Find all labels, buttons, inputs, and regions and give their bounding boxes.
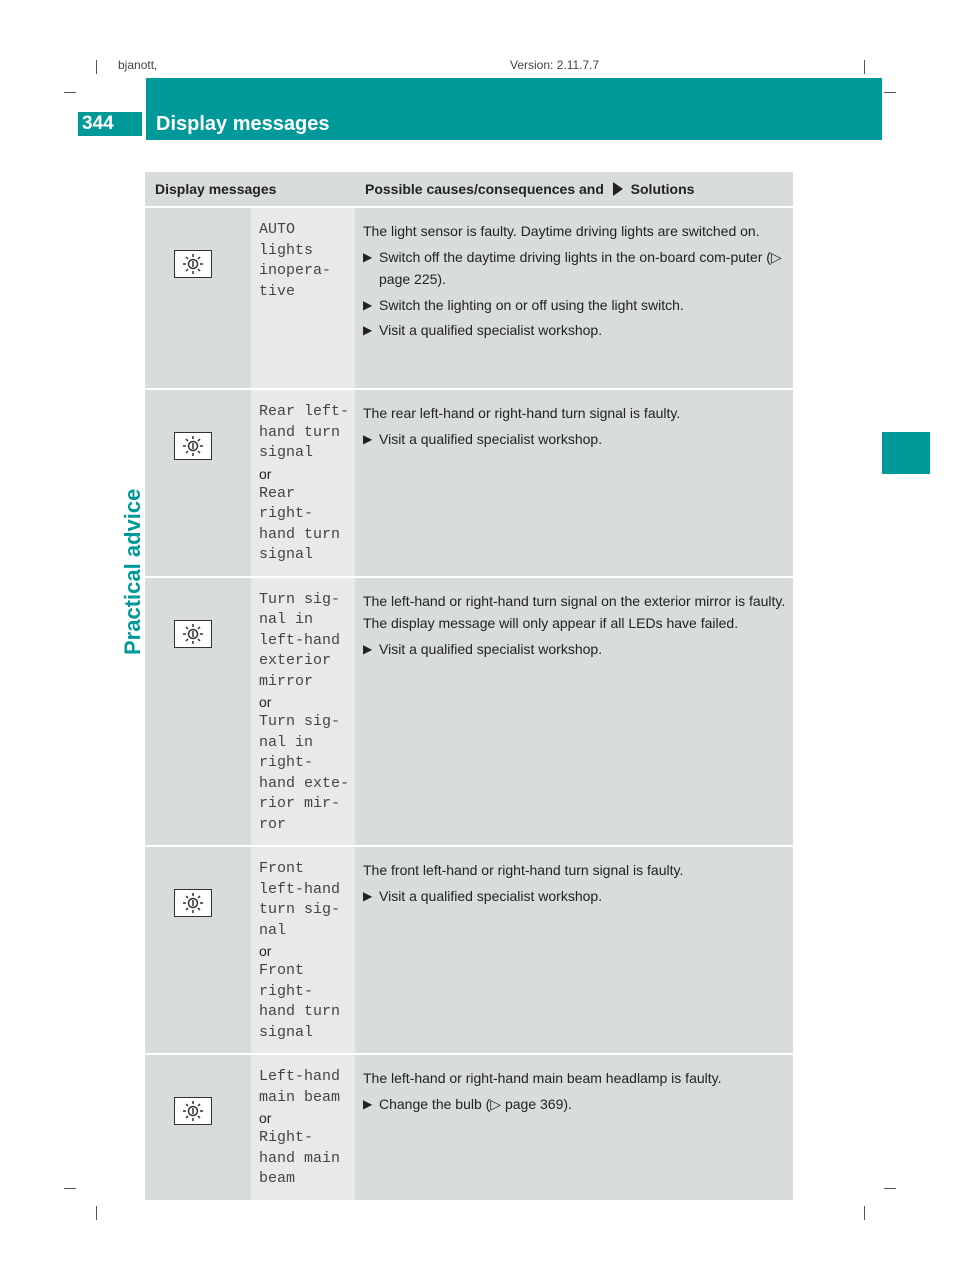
page-header <box>78 78 882 140</box>
arrow-right-icon: ▶ <box>363 297 373 312</box>
arrow-right-icon: ▶ <box>363 249 373 264</box>
column-header-solutions-text: Solutions <box>630 181 695 197</box>
display-message-text: Turn sig- nal in left-hand exterior mirror <box>259 590 341 690</box>
crop-mark <box>884 1188 896 1189</box>
message-cell <box>251 388 355 576</box>
crop-mark <box>884 92 896 93</box>
bulb-warning-icon <box>174 1097 212 1125</box>
solution-cell <box>355 576 793 846</box>
table-row <box>145 576 793 846</box>
table-header-row <box>145 172 793 206</box>
side-tab-marker <box>882 432 930 474</box>
solution-step-text: Visit a qualified specialist workshop. <box>379 640 603 657</box>
table-row <box>145 845 793 1053</box>
display-messages-table <box>145 172 793 1200</box>
or-text: or <box>259 1110 272 1126</box>
icon-cell <box>145 576 251 846</box>
solution-step <box>363 428 787 451</box>
arrow-right-icon: ▶ <box>363 323 373 337</box>
solution-step-text: Visit a qualified specialist workshop. <box>379 887 603 904</box>
bulb-warning-icon <box>174 889 212 917</box>
print-meta-left: bjanott, <box>118 58 158 72</box>
solution-step <box>363 294 787 317</box>
display-message-text: AUTO lights inopera- tive <box>259 221 332 300</box>
steps-list <box>363 885 787 908</box>
crop-mark <box>64 1188 76 1189</box>
solution-cell <box>355 845 793 1053</box>
solution-step-text: Switch the lighting on or off using the light switch. <box>379 296 684 313</box>
arrow-right-icon: ▶ <box>363 641 373 656</box>
cause-description: The left-hand or right-hand turn signal on the exterior mirror is faulty. The display message will only appear if all LEDs have failed. <box>363 592 786 631</box>
solution-step <box>363 1093 787 1116</box>
column-header-display-messages: Display messages <box>145 172 355 206</box>
arrow-right-icon <box>613 182 623 196</box>
icon-cell <box>145 1053 251 1200</box>
or-text: or <box>259 465 272 482</box>
crop-mark <box>864 1206 865 1220</box>
steps-list <box>363 638 787 661</box>
table-row <box>145 388 793 576</box>
solution-step <box>363 246 787 291</box>
solution-cell <box>355 206 793 388</box>
solution-step-text: Visit a qualified specialist workshop. <box>379 430 603 447</box>
message-cell <box>251 206 355 388</box>
cause-description: The light sensor is faulty. Daytime driving lights are switched on. <box>363 223 760 239</box>
display-message-alt-text: Rear right- hand turn signal <box>259 484 341 563</box>
display-message-text: Left-hand main beam <box>259 1068 341 1106</box>
solution-step <box>363 885 787 908</box>
solution-step <box>363 638 787 661</box>
display-message-alt-text: Front right- hand turn signal <box>259 962 341 1041</box>
display-message-text: Front left-hand turn sig- nal <box>259 860 341 939</box>
arrow-right-icon: ▶ <box>363 431 373 446</box>
solution-cell <box>355 1053 793 1200</box>
icon-cell <box>145 388 251 576</box>
section-label-text: Practical advice <box>120 488 145 655</box>
arrow-right-icon: ▶ <box>363 888 373 903</box>
cause-description: The rear left-hand or right-hand turn signal is faulty. <box>363 405 681 421</box>
table-row <box>145 206 793 388</box>
bulb-warning-icon <box>174 620 212 648</box>
page-title: Display messages <box>156 113 330 135</box>
or-text: or <box>259 943 272 959</box>
message-cell <box>251 1053 355 1200</box>
or-text: or <box>259 694 272 710</box>
steps-list <box>363 428 787 451</box>
bulb-warning-icon <box>174 250 212 278</box>
table-row <box>145 1053 793 1200</box>
display-message-text: Rear left- hand turn signal <box>259 403 350 461</box>
cause-description: The front left-hand or right-hand turn signal is faulty. <box>363 862 684 878</box>
print-meta-right: Version: 2.11.7.7 <box>510 58 600 72</box>
solution-step <box>363 319 787 342</box>
display-message-alt-text: Right- hand main beam <box>259 1129 341 1187</box>
display-message-alt-text: Turn sig- nal in right- hand exte- rior mir- ror <box>259 713 350 833</box>
message-cell <box>251 845 355 1053</box>
solution-step-text: Visit a qualified specialist workshop. <box>379 322 603 338</box>
solution-step-text: Switch off the daytime driving lights in the on-board com-puter (▷ page 225). <box>379 248 782 287</box>
steps-list <box>363 246 787 342</box>
page-number: 344 <box>78 112 142 136</box>
crop-mark <box>864 60 865 74</box>
icon-cell <box>145 206 251 388</box>
message-cell <box>251 576 355 846</box>
solution-cell <box>355 388 793 576</box>
icon-cell <box>145 845 251 1053</box>
crop-mark <box>96 60 97 74</box>
cause-description: The left-hand or right-hand main beam headlamp is faulty. <box>363 1070 722 1086</box>
crop-mark <box>64 92 76 93</box>
arrow-right-icon: ▶ <box>363 1096 373 1111</box>
steps-list <box>363 1093 787 1116</box>
bulb-warning-icon <box>174 432 212 460</box>
column-header-causes <box>355 172 793 206</box>
solution-step-text: Change the bulb (▷ page 369). <box>379 1095 572 1112</box>
column-header-causes-text: Possible causes/consequences and <box>365 181 604 197</box>
crop-mark <box>96 1206 97 1220</box>
